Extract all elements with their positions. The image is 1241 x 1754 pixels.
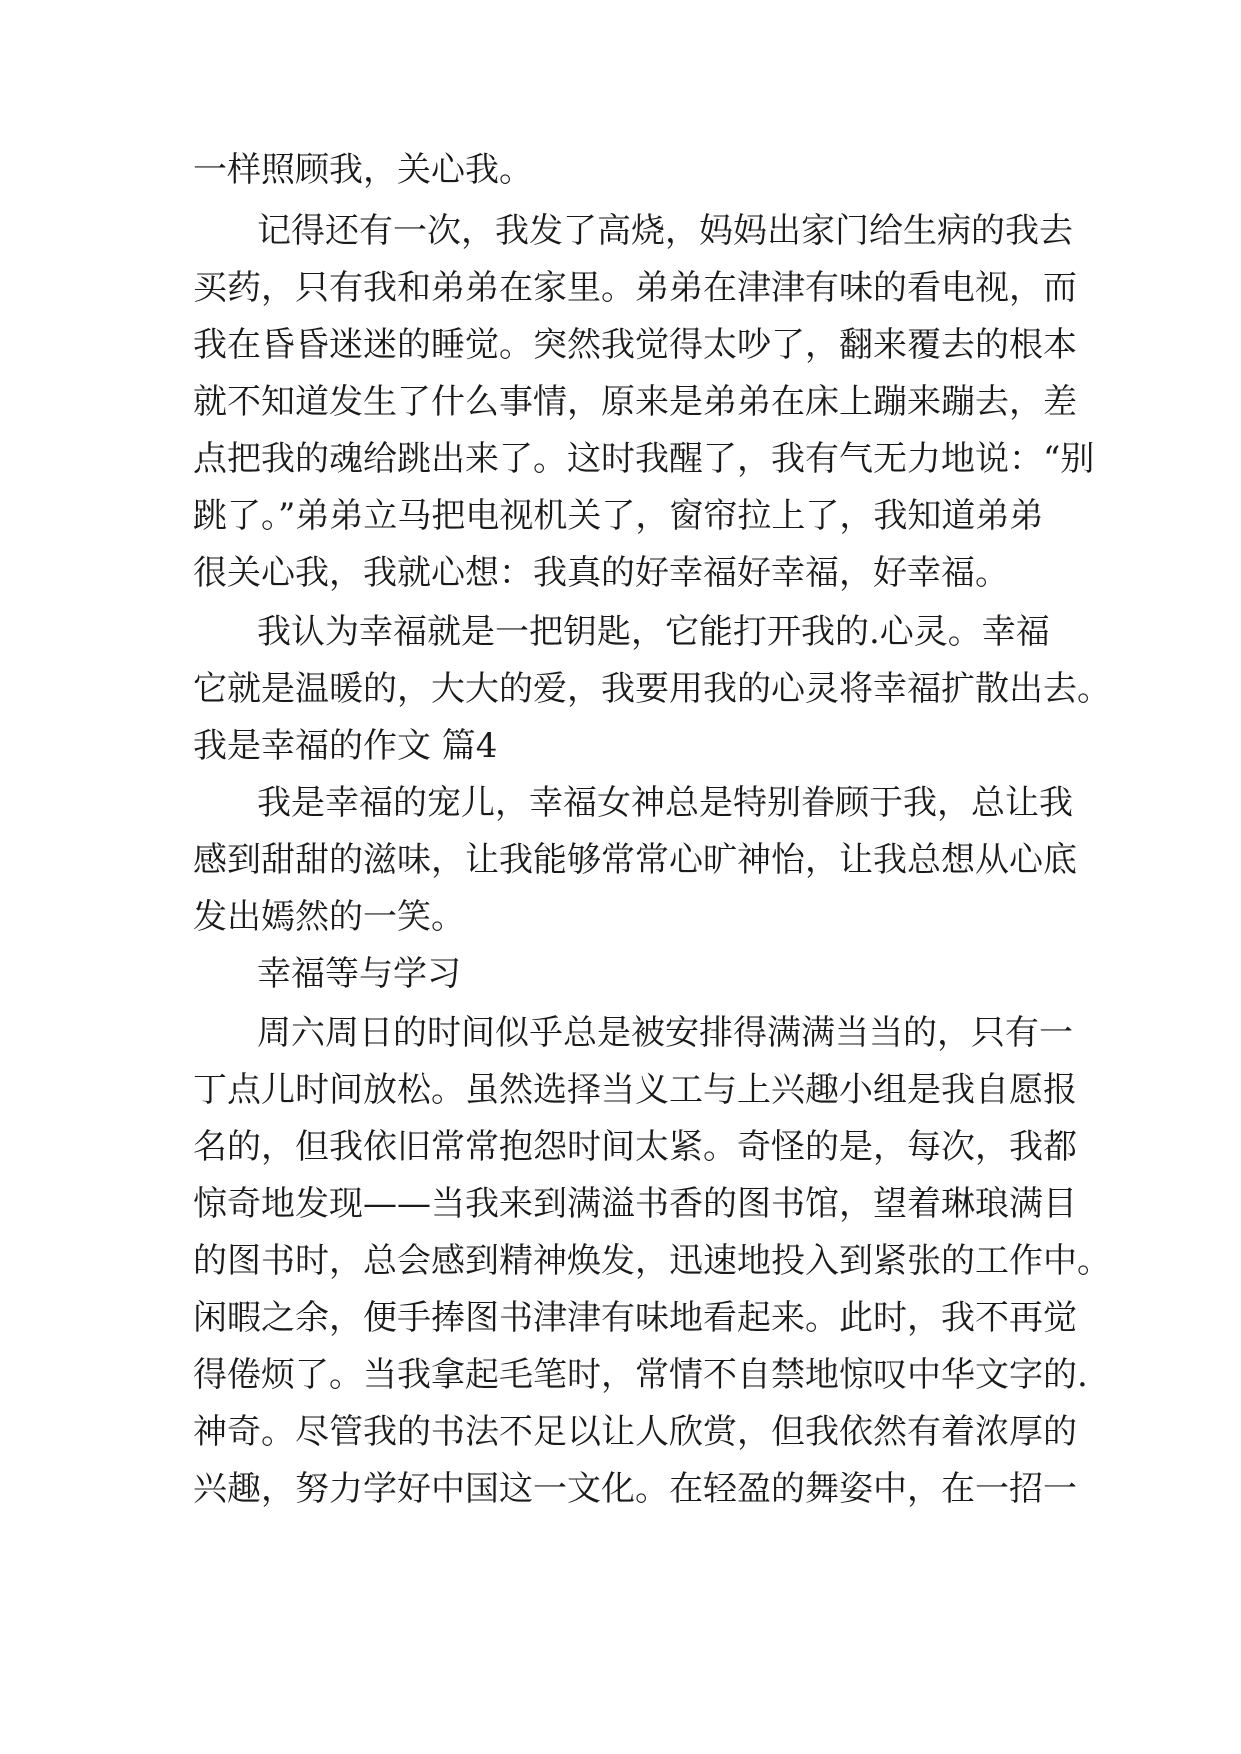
essay-subtitle: 幸福等与学习 — [257, 954, 461, 994]
text-line: 闲暇之余，便手捧图书津津有味地看起来。此时，我不再觉 — [193, 1298, 1077, 1338]
text-line: 就不知道发生了什么事情，原来是弟弟在床上蹦来蹦去，差 — [193, 382, 1077, 422]
text-line: 我在昏昏迷迷的睡觉。突然我觉得太吵了，翻来覆去的根本 — [193, 325, 1077, 365]
text-line: 很关心我，我就心想：我真的好幸福好幸福，好幸福。 — [193, 553, 1009, 593]
text-line: 发出嫣然的一笑。 — [193, 897, 465, 937]
text-line: 名的，但我依旧常常抱怨时间太紧。奇怪的是，每次，我都 — [193, 1127, 1077, 1167]
text-line: 买药，只有我和弟弟在家里。弟弟在津津有味的看电视，而 — [193, 268, 1077, 308]
text-line: 神奇。尽管我的书法不足以让人欣赏，但我依然有着浓厚的 — [193, 1412, 1077, 1452]
text-line: 记得还有一次，我发了高烧，妈妈出家门给生病的我去 — [257, 211, 1073, 251]
text-line: 的图书时，总会感到精神焕发，迅速地投入到紧张的工作中。 — [193, 1241, 1111, 1281]
text-line: 感到甜甜的滋味，让我能够常常心旷神怡，让我总想从心底 — [193, 840, 1077, 880]
text-line: 得倦烦了。当我拿起毛笔时，常情不自禁地惊叹中华文字的. — [193, 1355, 1088, 1395]
text-line: 一样照顾我，关心我。 — [193, 150, 533, 190]
section-heading: 我是幸福的作文 篇4 — [193, 726, 498, 766]
text-line: 我认为幸福就是一把钥匙，它能打开我的.心灵。幸福 — [257, 612, 1050, 652]
text-line: 我是幸福的宠儿，幸福女神总是特别眷顾于我，总让我 — [257, 783, 1073, 823]
text-line: 点把我的魂给跳出来了。这时我醒了，我有气无力地说：“别 — [193, 439, 1095, 479]
text-line: 惊奇地发现——当我来到满溢书香的图书馆，望着琳琅满目 — [193, 1184, 1077, 1224]
text-line: 丁点儿时间放松。虽然选择当义工与上兴趣小组是我自愿报 — [193, 1070, 1077, 1110]
text-line: 周六周日的时间似乎总是被安排得满满当当的，只有一 — [257, 1013, 1073, 1053]
text-line: 兴趣，努力学好中国这一文化。在轻盈的舞姿中，在一招一 — [193, 1469, 1077, 1509]
text-line: 它就是温暖的，大大的爱，我要用我的心灵将幸福扩散出去。 — [193, 669, 1111, 709]
text-line: 跳了。”弟弟立马把电视机关了，窗帘拉上了，我知道弟弟 — [193, 496, 1044, 536]
